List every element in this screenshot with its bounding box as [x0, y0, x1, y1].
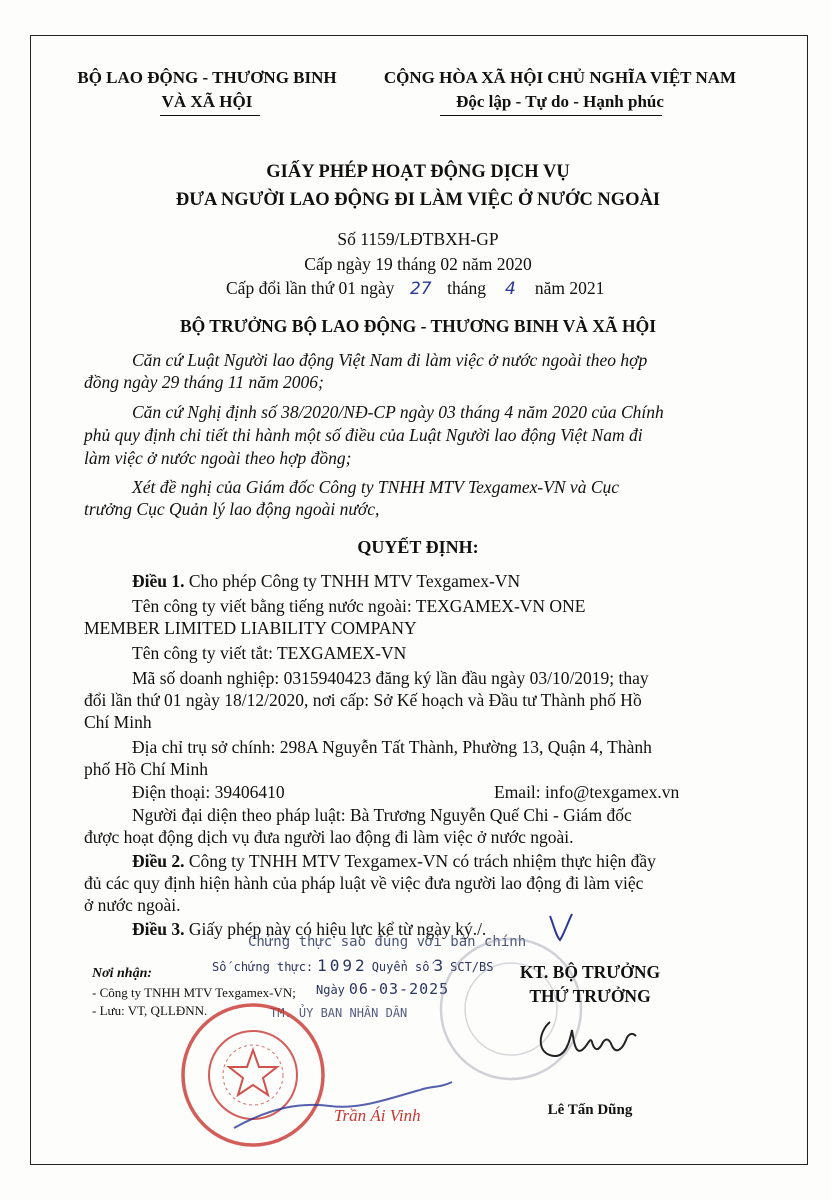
title-line2: ĐƯA NGƯỜI LAO ĐỘNG ĐI LÀM VIỆC Ở NƯỚC NGOÀI [175, 190, 661, 210]
cert-number: 1092 [317, 956, 368, 975]
certifier-name: Trần Ái Vinh [334, 1106, 421, 1125]
reissue-prefix: Cấp đổi lần thứ 01 ngày [226, 278, 395, 298]
address-line2: phố Hồ Chí Minh [84, 759, 208, 779]
cert-number-label: Số chứng thực: [212, 960, 314, 974]
reissue-month-handwritten: 4 [505, 279, 516, 299]
article-2-line3: ở nước ngoài. [84, 895, 181, 915]
basis-2-line3: làm việc ở nước ngoài theo hợp đồng; [84, 448, 352, 468]
article-1-label: Điều 1. [132, 571, 185, 591]
reissue-day-handwritten: 27 [409, 279, 432, 299]
signer-position2: THỨ TRƯỞNG [529, 986, 651, 1006]
permit-scope: được hoạt động dịch vụ đưa người lao động đi làm việc ở nước ngoài. [84, 827, 574, 847]
article-1-text: Cho phép Công ty TNHH MTV Texgamex-VN [188, 571, 521, 591]
ministry-name-line1: BỘ LAO ĐỘNG - THƯƠNG BINH [77, 68, 337, 87]
article-2-line2: đủ các quy định hiện hành của pháp luật về việc đưa người lao động đi làm việc [84, 873, 644, 893]
ministry-name-line2: VÀ XÃ HỘI [161, 92, 253, 111]
cert-book-label: Quyển số [371, 960, 430, 974]
tax-code-line3: Chí Minh [84, 712, 152, 732]
issue-date: Cấp ngày 19 tháng 02 năm 2020 [304, 254, 532, 274]
foreign-name-line2: MEMBER LIMITED LIABILITY COMPANY [84, 618, 417, 638]
article-2-label: Điều 2. [132, 851, 185, 871]
cert-date-label: Ngày [316, 983, 345, 997]
article-2-line1: Công ty TNHH MTV Texgamex-VN có trách nhiệm thực hiện đầy [188, 851, 656, 871]
reissue-month-label: tháng [447, 278, 487, 298]
cert-official-label: TM. ỦY BAN NHÂN DÂN [270, 1006, 408, 1020]
motto-underline [440, 115, 662, 116]
basis-3-line1: Xét đề nghị của Giám đốc Công ty TNHH MTV Texgamex-VN và Cục [132, 477, 620, 497]
cert-book-suffix: SCT/BS [450, 960, 494, 974]
article-3-text: Giấy phép này có hiệu lực kể từ ngày ký./. [188, 919, 487, 939]
basis-2-line2: phủ quy định chi tiết thi hành một số điều của Luật Người lao động Việt Nam đi [84, 425, 643, 445]
cert-book-number: 3 [433, 956, 447, 975]
basis-1-line2: đồng ngày 29 tháng 11 năm 2006; [84, 372, 324, 392]
article-1 [132, 571, 520, 592]
recipient-2: - Lưu: VT, QLLĐNN. [92, 1003, 208, 1018]
basis-2-line1: Căn cứ Nghị định số 38/2020/NĐ-CP ngày 03 tháng 4 năm 2020 của Chính [132, 402, 664, 422]
minister-signature [532, 1010, 642, 1066]
nation-name: CỘNG HÒA XÃ HỘI CHỦ NGHĨA VIỆT NAM [383, 68, 737, 87]
recipient-1: - Công ty TNHH MTV Texgamex-VN; [92, 985, 296, 1000]
cert-date-row [316, 980, 449, 999]
decision-heading: QUYẾT ĐỊNH: [357, 537, 479, 557]
address-line1: Địa chỉ trụ sở chính: 298A Nguyễn Tất Thành, Phường 13, Quận 4, Thành [132, 737, 652, 757]
phone: Điện thoại: 39406410 [132, 782, 285, 802]
reissue-year: năm 2021 [534, 278, 605, 298]
issuing-authority: BỘ TRƯỞNG BỘ LAO ĐỘNG - THƯƠNG BINH VÀ XÃ HỘI [179, 316, 657, 336]
recipients-label: Nơi nhận: [92, 966, 153, 981]
tax-code-line1: Mã số doanh nghiệp: 0315940423 đăng ký lần đầu ngày 03/10/2019; thay [132, 668, 649, 688]
signer-position1: KT. BỘ TRƯỞNG [519, 962, 661, 982]
article-3-label: Điều 3. [132, 919, 185, 939]
reissue-date [226, 278, 604, 300]
cert-stamp-line1: Chứng thực sao đúng với bản chính [248, 934, 527, 950]
legal-representative: Người đại diện theo pháp luật: Bà Trương Nguyễn Quế Chi - Giám đốc [132, 805, 632, 825]
basis-3-line2: trưởng Cục Quản lý lao động ngoài nước, [84, 499, 380, 519]
tax-code-line2: đổi lần thứ 01 ngày 18/12/2020, nơi cấp: Sở Kế hoạch và Đầu tư Thành phố Hồ [84, 690, 642, 710]
certifier-signature [230, 1068, 460, 1138]
email: Email: info@texgamex.vn [494, 782, 680, 802]
cert-date: 06-03-2025 [348, 980, 450, 998]
nation-motto: Độc lập - Tự do - Hạnh phúc [456, 92, 664, 111]
article-2 [132, 851, 656, 872]
basis-1-line1: Căn cứ Luật Người lao động Việt Nam đi làm việc ở nước ngoài theo hợp [132, 350, 648, 370]
permit-number: Số 1159/LĐTBXH-GP [337, 229, 499, 249]
short-name: Tên công ty viết tắt: TEXGAMEX-VN [132, 643, 407, 663]
ministry-underline [160, 115, 260, 116]
foreign-name-line1: Tên công ty viết bằng tiếng nước ngoài: TEXGAMEX-VN ONE [132, 596, 586, 616]
title-line1: GIẤY PHÉP HOẠT ĐỘNG DỊCH VỤ [266, 162, 570, 182]
signer-name: Lê Tấn Dũng [547, 1102, 633, 1118]
